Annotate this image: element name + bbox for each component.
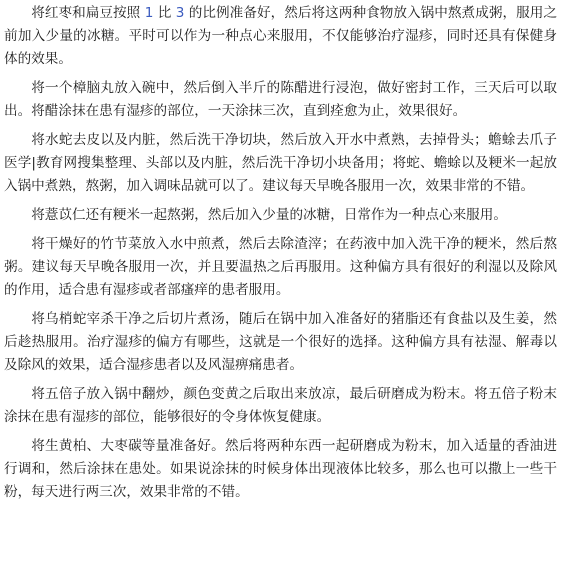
text-segment: 将红枣和扁豆按照	[31, 5, 145, 21]
text-segment: 将干燥好的竹节菜放入水中煎煮，然后去除渣滓；在药液中加入洗干净的粳米，然后熬粥。建议每天早晚各服用一次，并且要温热之后再服用。这种偏方具有很好的利湿以及除风的作用，适合患有湿疹或者部瘙痒的患者服用。	[4, 236, 557, 298]
paragraph-1	[4, 2, 557, 71]
paragraph-6	[4, 308, 557, 377]
paragraph-5	[4, 233, 557, 302]
text-segment: 将一个樟脑丸放入碗中，然后倒入半斤的陈醋进行浸泡，做好密封工作，三天后可以取出。将醋涂抹在患有湿疹的部位，一天涂抹三次，直到痊愈为止，效果很好。	[4, 80, 557, 119]
paragraph-4	[4, 204, 557, 227]
text-segment: 将薏苡仁还有粳米一起熬粥，然后加入少量的冰糖，日常作为一种点心来服用。	[31, 207, 507, 223]
ratio-number: 1	[144, 5, 154, 21]
paragraph-3	[4, 129, 557, 198]
text-segment: 将水蛇去皮以及内脏，然后洗干净切块，然后放入开水中煮熟，去掉骨头；蟾蜍去爪子医学|教育网搜集整理、头部以及内脏，然后洗干净切小块备用；将蛇、蟾蜍以及粳米一起放入锅中煮熟，熬粥，加入调味品就可以了。建议每天早晚各服用一次，效果非常的不错。	[4, 132, 557, 194]
text-segment: 将生黄柏、大枣碳等量准备好。然后将两种东西一起研磨成为粉末，加入适量的香油进行调和，然后涂抹在患处。如果说涂抹的时候身体出现液体比较多，那么也可以撒上一些干粉，每天进行两三次，效果非常的不错。	[4, 438, 557, 500]
text-segment: 将五倍子放入锅中翻炒，颜色变黄之后取出来放凉，最后研磨成为粉末。将五倍子粉末涂抹在患有湿疹的部位，能够很好的令身体恢复健康。	[4, 386, 557, 425]
text-segment: 将乌梢蛇宰杀干净之后切片煮汤，随后在锅中加入准备好的猪脂还有食盐以及生姜，然后趁热服用。治疗湿疹的偏方有哪些，这就是一个很好的选择。这种偏方具有祛湿、解毒以及除风的效果，适合湿疹患者以及风湿痹痛患者。	[4, 311, 557, 373]
text-segment: 比	[153, 5, 176, 21]
paragraph-8	[4, 435, 557, 504]
text-segment: 的比例准备好，然后将这两种食物放入锅中熬煮成粥，服用之前加入少量的冰糖。平时可以作为一种点心来服用，不仅能够治疗湿疹，同时还具有保健身体的效果。	[4, 5, 557, 67]
ratio-number: 3	[175, 5, 185, 21]
paragraph-2	[4, 77, 557, 123]
paragraph-7	[4, 383, 557, 429]
